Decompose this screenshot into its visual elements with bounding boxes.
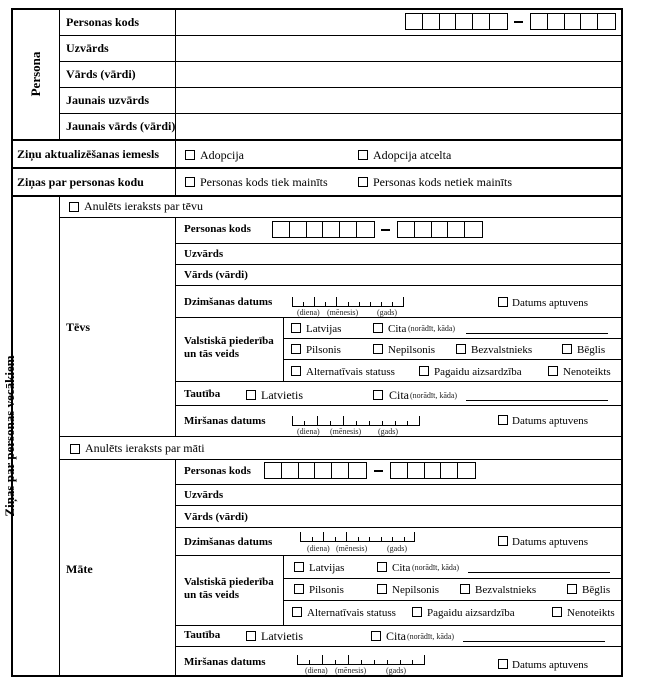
- mate-kods-label: Personas kods: [184, 465, 251, 477]
- mate-kods-part2[interactable]: [390, 462, 476, 479]
- mate-pieder-label1: Valstiskā piederība: [184, 576, 274, 588]
- kods-mainits-checkbox[interactable]: [185, 177, 195, 187]
- tevs-uzvards-label: Uzvārds: [184, 248, 224, 260]
- mate-nenoteikts-checkbox[interactable]: [552, 607, 562, 617]
- persona-vards-label: Vārds (vārdi): [66, 67, 136, 81]
- mate-nepilsonis-label: Nepilsonis: [392, 584, 440, 596]
- tevs-vards-label: Vārds (vārdi): [184, 269, 248, 281]
- tevs-dzimsanas-menesis: (mēnesis): [327, 308, 359, 317]
- tevs-beglis-label: Bēglis: [577, 344, 606, 356]
- frame-right: [621, 8, 623, 677]
- tevs-latvijas-checkbox[interactable]: [291, 323, 301, 333]
- kods-netiek-mainits-checkbox[interactable]: [358, 177, 368, 187]
- mate-pilsonis-checkbox[interactable]: [294, 584, 304, 594]
- tevs-vards-field[interactable]: [250, 265, 621, 285]
- tevs-mirsanas-label: Miršanas datums: [184, 415, 266, 427]
- mate-cita-hint: (norādīt, kāda): [412, 563, 460, 572]
- tevs-bezvalstnieks-checkbox[interactable]: [456, 344, 466, 354]
- tevs-pilsonis-label: Pilsonis: [306, 344, 341, 356]
- tevs-nepilsonis-label: Nepilsonis: [388, 344, 436, 356]
- mate-mirsanas-diena: (diena): [305, 666, 328, 675]
- mate-tautiba-cita-hint: (norādīt, kāda): [407, 632, 455, 641]
- mate-mirsanas-aptuvens-label: Datums aptuvens: [512, 659, 589, 671]
- tevs-kods-label: Personas kods: [184, 223, 251, 235]
- tevs-latvietis-checkbox[interactable]: [246, 390, 256, 400]
- kods-mainits-label: Personas kods tiek mainīts: [200, 175, 328, 189]
- tevs-dzimsanas-aptuvens-checkbox[interactable]: [498, 297, 508, 307]
- tevs-mirsanas-gads: (gads): [378, 427, 398, 436]
- mate-pieder-label2: un tās veids: [184, 589, 240, 601]
- persona-jaunais-uzvards-field[interactable]: [176, 88, 621, 113]
- mate-mirsanas-label: Miršanas datums: [184, 656, 266, 668]
- tevs-annulled-label: Anulēts ieraksts par tēvu: [84, 199, 203, 213]
- mate-latvietis-checkbox[interactable]: [246, 631, 256, 641]
- mate-tautiba-label: Tautība: [184, 629, 221, 641]
- tevs-beglis-checkbox[interactable]: [562, 344, 572, 354]
- mate-dzimsanas-gads: (gads): [387, 544, 407, 553]
- mate-dzimsanas-aptuvens-checkbox[interactable]: [498, 536, 508, 546]
- mate-bezvalstnieks-checkbox[interactable]: [460, 584, 470, 594]
- persona-vards-field[interactable]: [176, 62, 621, 87]
- mate-vards-field[interactable]: [250, 506, 621, 527]
- persona-kods-part1[interactable]: [405, 13, 508, 30]
- mate-pagaidu-checkbox[interactable]: [412, 607, 422, 617]
- personas-koda-zinas-label: Ziņas par personas kodu: [17, 175, 144, 189]
- persona-section-label: Persona: [28, 51, 43, 97]
- persona-kods-part2[interactable]: [530, 13, 616, 30]
- tevs-dzimsanas-diena: (diena): [297, 308, 320, 317]
- mate-latvijas-label: Latvijas: [309, 562, 345, 574]
- persona-jaunais-vards-field[interactable]: [176, 114, 621, 139]
- mate-tautiba-cita-checkbox[interactable]: [371, 631, 381, 641]
- tevs-tautiba-cita-field[interactable]: [466, 400, 608, 401]
- mate-vards-label: Vārds (vārdi): [184, 511, 248, 523]
- mate-kods-part1[interactable]: [264, 462, 367, 479]
- tevs-tautiba-label: Tautība: [184, 388, 221, 400]
- mate-alternativais-label: Alternatīvais statuss: [307, 607, 396, 619]
- mate-mirsanas-menesis: (mēnesis): [335, 666, 367, 675]
- tevs-pieder-label2: un tās veids: [184, 348, 240, 360]
- mate-annulled-label: Anulēts ieraksts par māti: [85, 441, 205, 455]
- tevs-alternativais-label: Alternatīvais statuss: [306, 366, 395, 378]
- tevs-mirsanas-aptuvens-checkbox[interactable]: [498, 415, 508, 425]
- mate-bezvalstnieks-label: Bezvalstnieks: [475, 584, 537, 596]
- mate-nepilsonis-checkbox[interactable]: [377, 584, 387, 594]
- tevs-cita-hint: (norādīt, kāda): [408, 324, 456, 333]
- tevs-mirsanas-diena: (diena): [297, 427, 320, 436]
- tevs-pagaidu-checkbox[interactable]: [419, 366, 429, 376]
- tevs-kods-part2[interactable]: [397, 221, 483, 238]
- mate-alternativais-checkbox[interactable]: [292, 607, 302, 617]
- mate-tautiba-cita-label: Cita: [386, 629, 406, 643]
- tevs-latvietis-label: Latvietis: [261, 388, 303, 402]
- tevs-alternativais-checkbox[interactable]: [291, 366, 301, 376]
- tevs-nenoteikts-label: Nenoteikts: [563, 366, 611, 378]
- adopcija-atcelta-checkbox[interactable]: [358, 150, 368, 160]
- persona-jaunais-uzvards-label: Jaunais uzvārds: [66, 93, 150, 107]
- tevs-nenoteikts-checkbox[interactable]: [548, 366, 558, 376]
- tevs-pilsonis-checkbox[interactable]: [291, 344, 301, 354]
- mate-label: Māte: [66, 562, 93, 576]
- mate-mirsanas-aptuvens-checkbox[interactable]: [498, 659, 508, 669]
- tevs-pieder-label1: Valstiskā piederība: [184, 335, 274, 347]
- tevs-mirsanas-date-field[interactable]: [292, 416, 420, 426]
- mate-dzimsanas-diena: (diena): [307, 544, 330, 553]
- tevs-dzimsanas-aptuvens-label: Datums aptuvens: [512, 297, 589, 309]
- mate-latvietis-label: Latvietis: [261, 629, 303, 643]
- persona-uzvards-label: Uzvārds: [66, 41, 109, 55]
- mate-cita-field[interactable]: [468, 572, 610, 573]
- mate-kods-dash: [374, 470, 383, 472]
- mate-cita-checkbox[interactable]: [377, 562, 387, 572]
- tevs-tautiba-cita-checkbox[interactable]: [373, 390, 383, 400]
- adopcija-label: Adopcija: [200, 148, 244, 162]
- persona-kods-label: Personas kods: [66, 15, 140, 29]
- persona-kods-dash: [514, 21, 523, 23]
- mate-dzimsanas-label: Dzimšanas datums: [184, 536, 273, 548]
- tevs-dzimsanas-gads: (gads): [377, 308, 397, 317]
- tevs-pagaidu-label: Pagaidu aizsardzība: [434, 366, 522, 378]
- mate-pagaidu-label: Pagaidu aizsardzība: [427, 607, 515, 619]
- mate-uzvards-field[interactable]: [250, 485, 621, 505]
- mate-pilsonis-label: Pilsonis: [309, 584, 344, 596]
- tevs-kods-part1[interactable]: [272, 221, 375, 238]
- tevs-dzimsanas-label: Dzimšanas datums: [184, 296, 273, 308]
- tevs-mirsanas-aptuvens-label: Datums aptuvens: [512, 415, 589, 427]
- adopcija-checkbox[interactable]: [185, 150, 195, 160]
- mate-dzimsanas-date-field[interactable]: [300, 532, 415, 542]
- mate-tautiba-cita-field[interactable]: [463, 641, 605, 642]
- mate-dzimsanas-menesis: (mēnesis): [336, 544, 368, 553]
- frame-top: [11, 8, 623, 10]
- tevs-cita-field[interactable]: [466, 333, 608, 334]
- mate-annulled-checkbox[interactable]: [70, 444, 80, 454]
- persona-uzvards-field[interactable]: [176, 36, 621, 61]
- tevs-kods-dash: [381, 229, 390, 231]
- aktualizesanas-label: Ziņu aktualizēšanas iemesls: [17, 147, 160, 161]
- kods-netiek-mainits-label: Personas kods netiek mainīts: [373, 175, 512, 189]
- frame-left: [11, 8, 13, 677]
- tevs-label: Tēvs: [66, 320, 90, 334]
- tevs-latvijas-label: Latvijas: [306, 323, 342, 335]
- tevs-uzvards-field[interactable]: [250, 244, 621, 264]
- mate-nenoteikts-label: Nenoteikts: [567, 607, 615, 619]
- mate-beglis-label: Bēglis: [582, 584, 611, 596]
- tevs-tautiba-cita-hint: (norādīt, kāda): [410, 391, 458, 400]
- mate-latvijas-checkbox[interactable]: [294, 562, 304, 572]
- tevs-tautiba-cita-label: Cita: [389, 388, 409, 402]
- vecaki-section-label: Ziņas par personas vecākiem: [2, 355, 17, 517]
- mate-dzimsanas-aptuvens-label: Datums aptuvens: [512, 536, 589, 548]
- persona-jaunais-vards-label: Jaunais vārds (vārdi): [66, 119, 176, 133]
- adopcija-atcelta-label: Adopcija atcelta: [373, 148, 452, 162]
- tevs-bezvalstnieks-label: Bezvalstnieks: [471, 344, 533, 356]
- mate-uzvards-label: Uzvārds: [184, 489, 224, 501]
- tevs-cita-checkbox[interactable]: [373, 323, 383, 333]
- mate-cita-label: Cita: [392, 562, 411, 574]
- tevs-cita-label: Cita: [388, 323, 407, 335]
- tevs-dzimsanas-date-field[interactable]: [292, 297, 404, 307]
- tevs-annulled-checkbox[interactable]: [69, 202, 79, 212]
- mate-beglis-checkbox[interactable]: [567, 584, 577, 594]
- tevs-nepilsonis-checkbox[interactable]: [373, 344, 383, 354]
- tevs-mirsanas-menesis: (mēnesis): [330, 427, 362, 436]
- mate-mirsanas-date-field[interactable]: [297, 655, 425, 665]
- mate-mirsanas-gads: (gads): [386, 666, 406, 675]
